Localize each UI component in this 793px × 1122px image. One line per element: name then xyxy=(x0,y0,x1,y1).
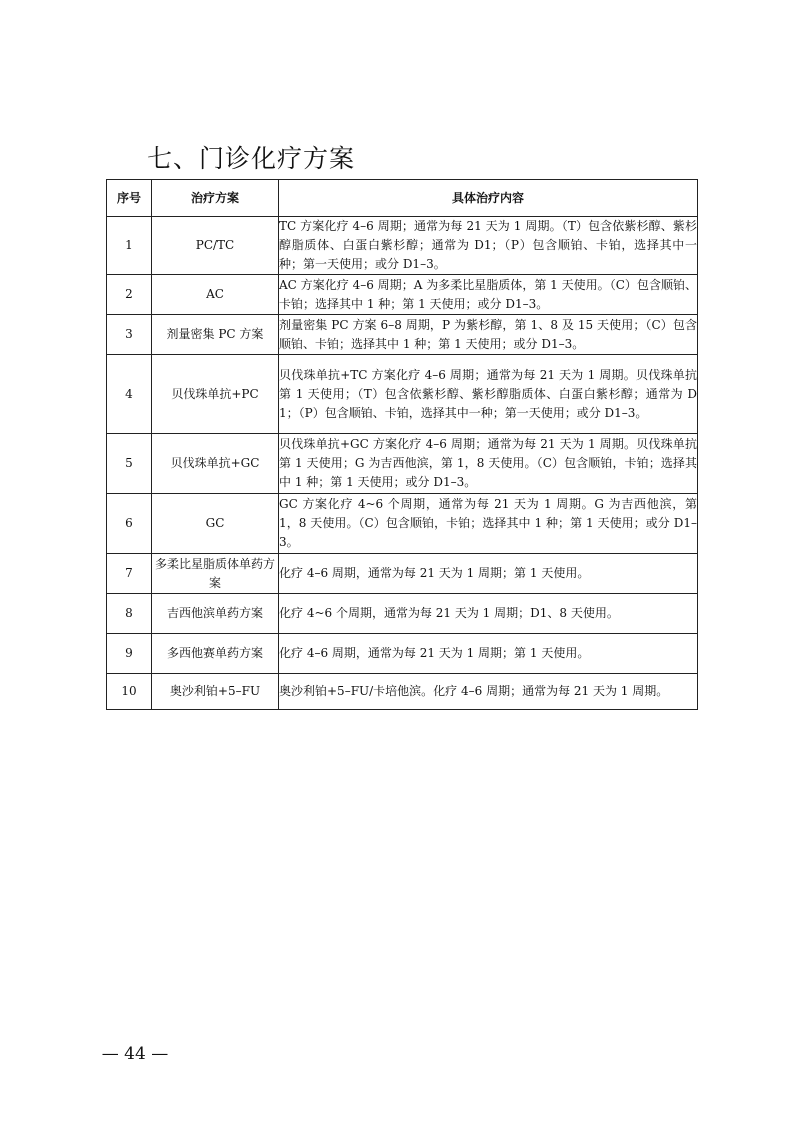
regimen-detail: AC 方案化疗 4–6 周期；A 为多柔比星脂质体，第 1 天使用。（C）包含顺铂、卡铂；选择其中 1 种；第 1 天使用；或分 D1–3。 xyxy=(279,275,698,315)
regimen-name: 贝伐珠单抗+GC xyxy=(152,434,279,494)
page-number: — 44 — xyxy=(101,1044,169,1064)
table-row xyxy=(107,674,698,710)
section-title: 七、门诊化疗方案 xyxy=(147,144,356,173)
row-number: 2 xyxy=(107,275,152,315)
row-number: 8 xyxy=(107,594,152,634)
row-number: 7 xyxy=(107,554,152,594)
row-number: 3 xyxy=(107,315,152,355)
table-row xyxy=(107,494,698,554)
table-row xyxy=(107,275,698,315)
table-row xyxy=(107,315,698,355)
header-plan: 治疗方案 xyxy=(152,180,279,217)
table-row xyxy=(107,594,698,634)
regimen-name: 多西他赛单药方案 xyxy=(152,634,279,674)
regimen-detail: 化疗 4~6 个周期，通常为每 21 天为 1 周期；D1、8 天使用。 xyxy=(279,594,698,634)
regimen-name: PC/TC xyxy=(152,217,279,275)
row-number: 4 xyxy=(107,355,152,434)
regimen-detail: 奥沙利铂+5–FU/卡培他滨。化疗 4–6 周期；通常为每 21 天为 1 周期。 xyxy=(279,674,698,710)
regimen-detail: 贝伐珠单抗+TC 方案化疗 4–6 周期；通常为每 21 天为 1 周期。贝伐珠单抗第 1 天使用；（T）包含依紫杉醇、紫杉醇脂质体、白蛋白紫杉醇；通常为 D1；（P）包含顺铂、卡铂，选择其中一种；第一天使用；或分 D1–3。 xyxy=(279,355,698,434)
header-content: 具体治疗内容 xyxy=(279,180,698,217)
table-row xyxy=(107,355,698,434)
regimen-name: 吉西他滨单药方案 xyxy=(152,594,279,634)
table-row xyxy=(107,634,698,674)
table-header-row xyxy=(107,180,698,217)
table-row xyxy=(107,217,698,275)
row-number: 6 xyxy=(107,494,152,554)
regimen-name: 奥沙利铂+5–FU xyxy=(152,674,279,710)
regimen-detail: 化疗 4–6 周期，通常为每 21 天为 1 周期；第 1 天使用。 xyxy=(279,634,698,674)
table-row xyxy=(107,434,698,494)
header-no: 序号 xyxy=(107,180,152,217)
table-row xyxy=(107,554,698,594)
regimen-detail: GC 方案化疗 4~6 个周期，通常为每 21 天为 1 周期。G 为吉西他滨，第 1，8 天使用。（C）包含顺铂，卡铂；选择其中 1 种；第 1 天使用；或分 D1–3。 xyxy=(279,494,698,554)
row-number: 1 xyxy=(107,217,152,275)
row-number: 9 xyxy=(107,634,152,674)
regimen-detail: 贝伐珠单抗+GC 方案化疗 4–6 周期；通常为每 21 天为 1 周期。贝伐珠单抗第 1 天使用；G 为吉西他滨，第 1，8 天使用。（C）包含顺铂，卡铂；选择其中 1 种；第 1 天使用；或分 D1–3。 xyxy=(279,434,698,494)
row-number: 10 xyxy=(107,674,152,710)
regimen-detail: 化疗 4–6 周期，通常为每 21 天为 1 周期；第 1 天使用。 xyxy=(279,554,698,594)
chemotherapy-regimen-table xyxy=(106,179,698,710)
regimen-name: 剂量密集 PC 方案 xyxy=(152,315,279,355)
regimen-name: 贝伐珠单抗+PC xyxy=(152,355,279,434)
regimen-detail: 剂量密集 PC 方案 6–8 周期，P 为紫杉醇，第 1、8 及 15 天使用；（C）包含顺铂、卡铂；选择其中 1 种；第 1 天使用；或分 D1–3。 xyxy=(279,315,698,355)
regimen-detail: TC 方案化疗 4–6 周期；通常为每 21 天为 1 周期。（T）包含依紫杉醇、紫杉醇脂质体、白蛋白紫杉醇；通常为 D1；（P）包含顺铂、卡铂，选择其中一种；第一天使用；或分 D1–3。 xyxy=(279,217,698,275)
regimen-name: 多柔比星脂质体单药方案 xyxy=(152,554,279,594)
row-number: 5 xyxy=(107,434,152,494)
regimen-name: GC xyxy=(152,494,279,554)
regimen-name: AC xyxy=(152,275,279,315)
